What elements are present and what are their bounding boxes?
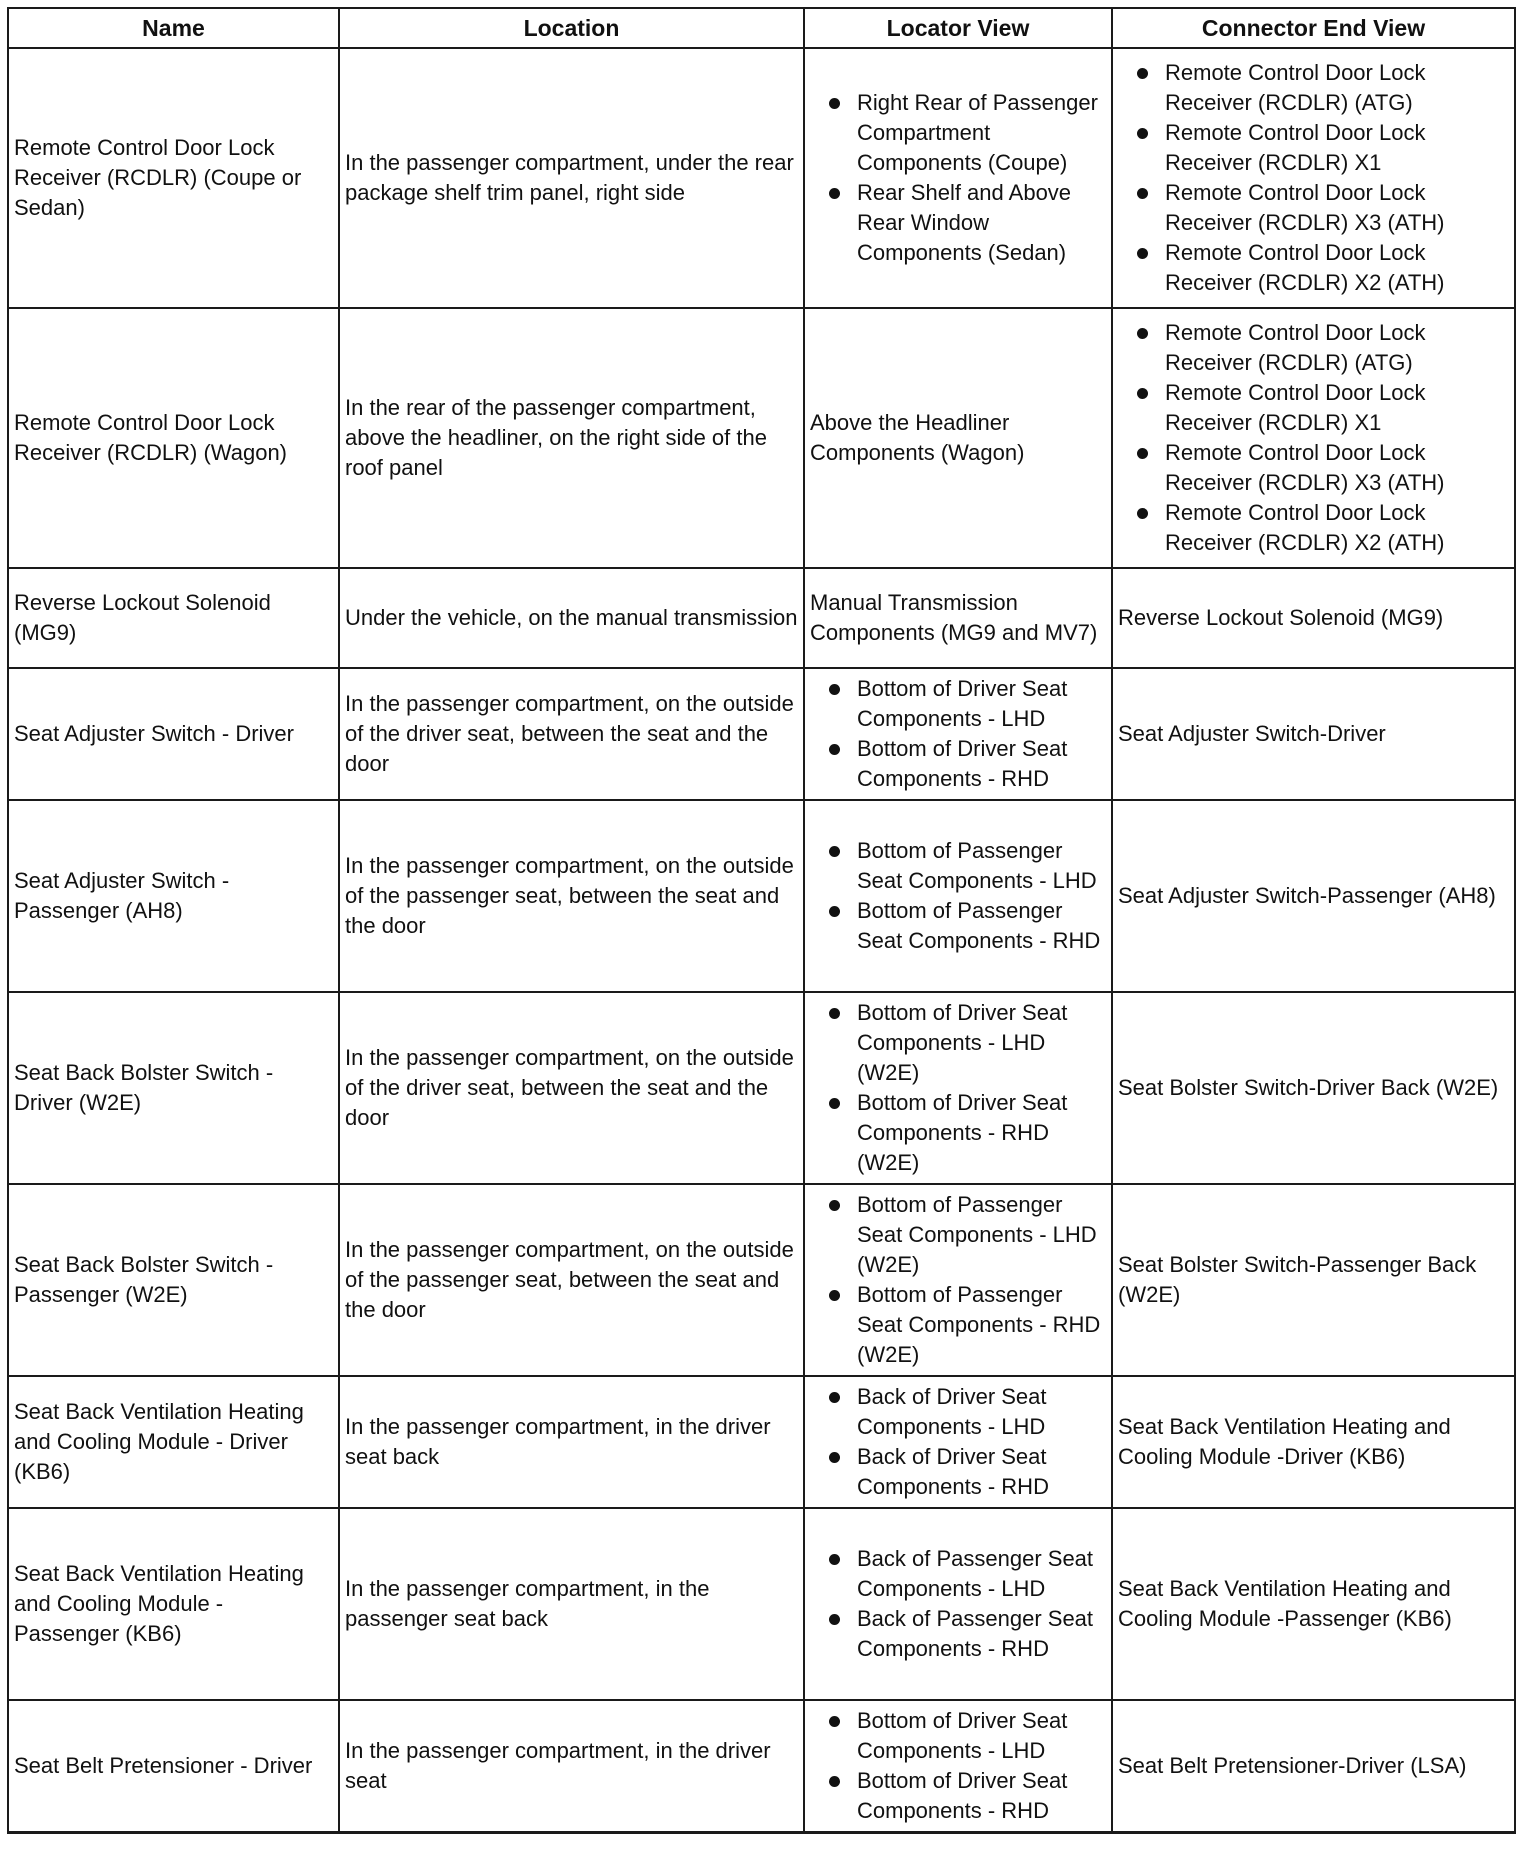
connector-end-view-cell — [1112, 308, 1515, 568]
location-cell: In the passenger compartment, on the outside of the passenger seat, between the seat and the door — [339, 1184, 804, 1376]
connector-end-view-cell: Reverse Lockout Solenoid (MG9) — [1112, 568, 1515, 668]
connector-end-view-cell: Seat Back Ventilation Heating and Cooling Module -Driver (KB6) — [1112, 1376, 1515, 1508]
table-row — [8, 668, 1515, 800]
location-cell: Under the vehicle, on the manual transmission — [339, 568, 804, 668]
name-cell: Remote Control Door Lock Receiver (RCDLR) (Wagon) — [8, 308, 339, 568]
locator-view-item: Bottom of Driver Seat Components - LHD — [810, 1706, 1106, 1766]
connector-end-view-cell — [1112, 48, 1515, 308]
locator-view-item: Bottom of Passenger Seat Components - LHD (W2E) — [810, 1190, 1106, 1280]
locator-view-cell — [804, 1376, 1112, 1508]
name-cell: Reverse Lockout Solenoid (MG9) — [8, 568, 339, 668]
header-location: Location — [339, 8, 804, 48]
connector-end-view-cell: Seat Bolster Switch-Passenger Back (W2E) — [1112, 1184, 1515, 1376]
locator-view-cell — [804, 668, 1112, 800]
name-cell: Seat Belt Pretensioner - Driver — [8, 1700, 339, 1833]
locator-view-item: Bottom of Driver Seat Components - RHD — [810, 1766, 1106, 1826]
connector-end-view-item: Remote Control Door Lock Receiver (RCDLR) (ATG) — [1118, 318, 1509, 378]
locator-view-item: Bottom of Passenger Seat Components - RHD — [810, 896, 1106, 956]
locator-view-item: Bottom of Driver Seat Components - RHD (W2E) — [810, 1088, 1106, 1178]
connector-end-view-cell: Seat Bolster Switch-Driver Back (W2E) — [1112, 992, 1515, 1184]
locator-view-cell — [804, 1508, 1112, 1700]
table-row — [8, 48, 1515, 308]
connector-end-view-cell: Seat Belt Pretensioner-Driver (LSA) — [1112, 1700, 1515, 1833]
locator-view-cell: Above the Headliner Components (Wagon) — [804, 308, 1112, 568]
locator-view-item: Right Rear of Passenger Compartment Components (Coupe) — [810, 88, 1106, 178]
name-cell: Seat Back Bolster Switch - Passenger (W2E) — [8, 1184, 339, 1376]
locator-view-item: Bottom of Passenger Seat Components - LHD — [810, 836, 1106, 896]
name-cell: Seat Back Bolster Switch - Driver (W2E) — [8, 992, 339, 1184]
header-connector-end-view: Connector End View — [1112, 8, 1515, 48]
locator-view-cell: Manual Transmission Components (MG9 and MV7) — [804, 568, 1112, 668]
connector-end-view-cell: Seat Back Ventilation Heating and Cooling Module -Passenger (KB6) — [1112, 1508, 1515, 1700]
name-cell: Seat Adjuster Switch - Passenger (AH8) — [8, 800, 339, 992]
locator-view-item: Bottom of Driver Seat Components - RHD — [810, 734, 1106, 794]
connector-end-view-item: Remote Control Door Lock Receiver (RCDLR) X3 (ATH) — [1118, 178, 1509, 238]
table-row — [8, 1700, 1515, 1833]
component-locator-table — [7, 7, 1516, 1834]
location-cell: In the rear of the passenger compartment, above the headliner, on the right side of the roof panel — [339, 308, 804, 568]
connector-end-view-item: Remote Control Door Lock Receiver (RCDLR) (ATG) — [1118, 58, 1509, 118]
name-cell: Seat Back Ventilation Heating and Cooling Module - Passenger (KB6) — [8, 1508, 339, 1700]
connector-end-view-cell: Seat Adjuster Switch-Driver — [1112, 668, 1515, 800]
connector-end-view-item: Remote Control Door Lock Receiver (RCDLR) X2 (ATH) — [1118, 498, 1509, 558]
locator-view-item: Bottom of Passenger Seat Components - RHD (W2E) — [810, 1280, 1106, 1370]
locator-view-cell — [804, 1184, 1112, 1376]
table-row — [8, 1376, 1515, 1508]
locator-view-cell — [804, 1700, 1112, 1833]
locator-view-item: Bottom of Driver Seat Components - LHD (W2E) — [810, 998, 1106, 1088]
locator-view-item: Bottom of Driver Seat Components - LHD — [810, 674, 1106, 734]
connector-end-view-item: Remote Control Door Lock Receiver (RCDLR) X3 (ATH) — [1118, 438, 1509, 498]
locator-view-item: Back of Driver Seat Components - LHD — [810, 1382, 1106, 1442]
connector-end-view-item: Remote Control Door Lock Receiver (RCDLR) X1 — [1118, 118, 1509, 178]
table-row — [8, 1508, 1515, 1700]
name-cell: Remote Control Door Lock Receiver (RCDLR) (Coupe or Sedan) — [8, 48, 339, 308]
locator-view-item: Back of Passenger Seat Components - LHD — [810, 1544, 1106, 1604]
name-cell: Seat Back Ventilation Heating and Cooling Module - Driver (KB6) — [8, 1376, 339, 1508]
location-cell: In the passenger compartment, on the outside of the passenger seat, between the seat and the door — [339, 800, 804, 992]
table-row — [8, 308, 1515, 568]
table-row — [8, 1184, 1515, 1376]
connector-end-view-item: Remote Control Door Lock Receiver (RCDLR) X2 (ATH) — [1118, 238, 1509, 298]
table-row — [8, 568, 1515, 668]
locator-view-cell — [804, 48, 1112, 308]
locator-view-cell — [804, 800, 1112, 992]
header-row — [8, 8, 1515, 48]
locator-view-item: Back of Driver Seat Components - RHD — [810, 1442, 1106, 1502]
header-name: Name — [8, 8, 339, 48]
locator-view-item: Rear Shelf and Above Rear Window Components (Sedan) — [810, 178, 1106, 268]
header-locator-view: Locator View — [804, 8, 1112, 48]
location-cell: In the passenger compartment, in the passenger seat back — [339, 1508, 804, 1700]
connector-end-view-item: Remote Control Door Lock Receiver (RCDLR) X1 — [1118, 378, 1509, 438]
locator-view-item: Back of Passenger Seat Components - RHD — [810, 1604, 1106, 1664]
location-cell: In the passenger compartment, under the rear package shelf trim panel, right side — [339, 48, 804, 308]
location-cell: In the passenger compartment, on the outside of the driver seat, between the seat and the door — [339, 992, 804, 1184]
location-cell: In the passenger compartment, in the driver seat back — [339, 1376, 804, 1508]
name-cell: Seat Adjuster Switch - Driver — [8, 668, 339, 800]
table-row — [8, 992, 1515, 1184]
location-cell: In the passenger compartment, in the driver seat — [339, 1700, 804, 1833]
location-cell: In the passenger compartment, on the outside of the driver seat, between the seat and the door — [339, 668, 804, 800]
connector-end-view-cell: Seat Adjuster Switch-Passenger (AH8) — [1112, 800, 1515, 992]
locator-view-cell — [804, 992, 1112, 1184]
table-row — [8, 800, 1515, 992]
